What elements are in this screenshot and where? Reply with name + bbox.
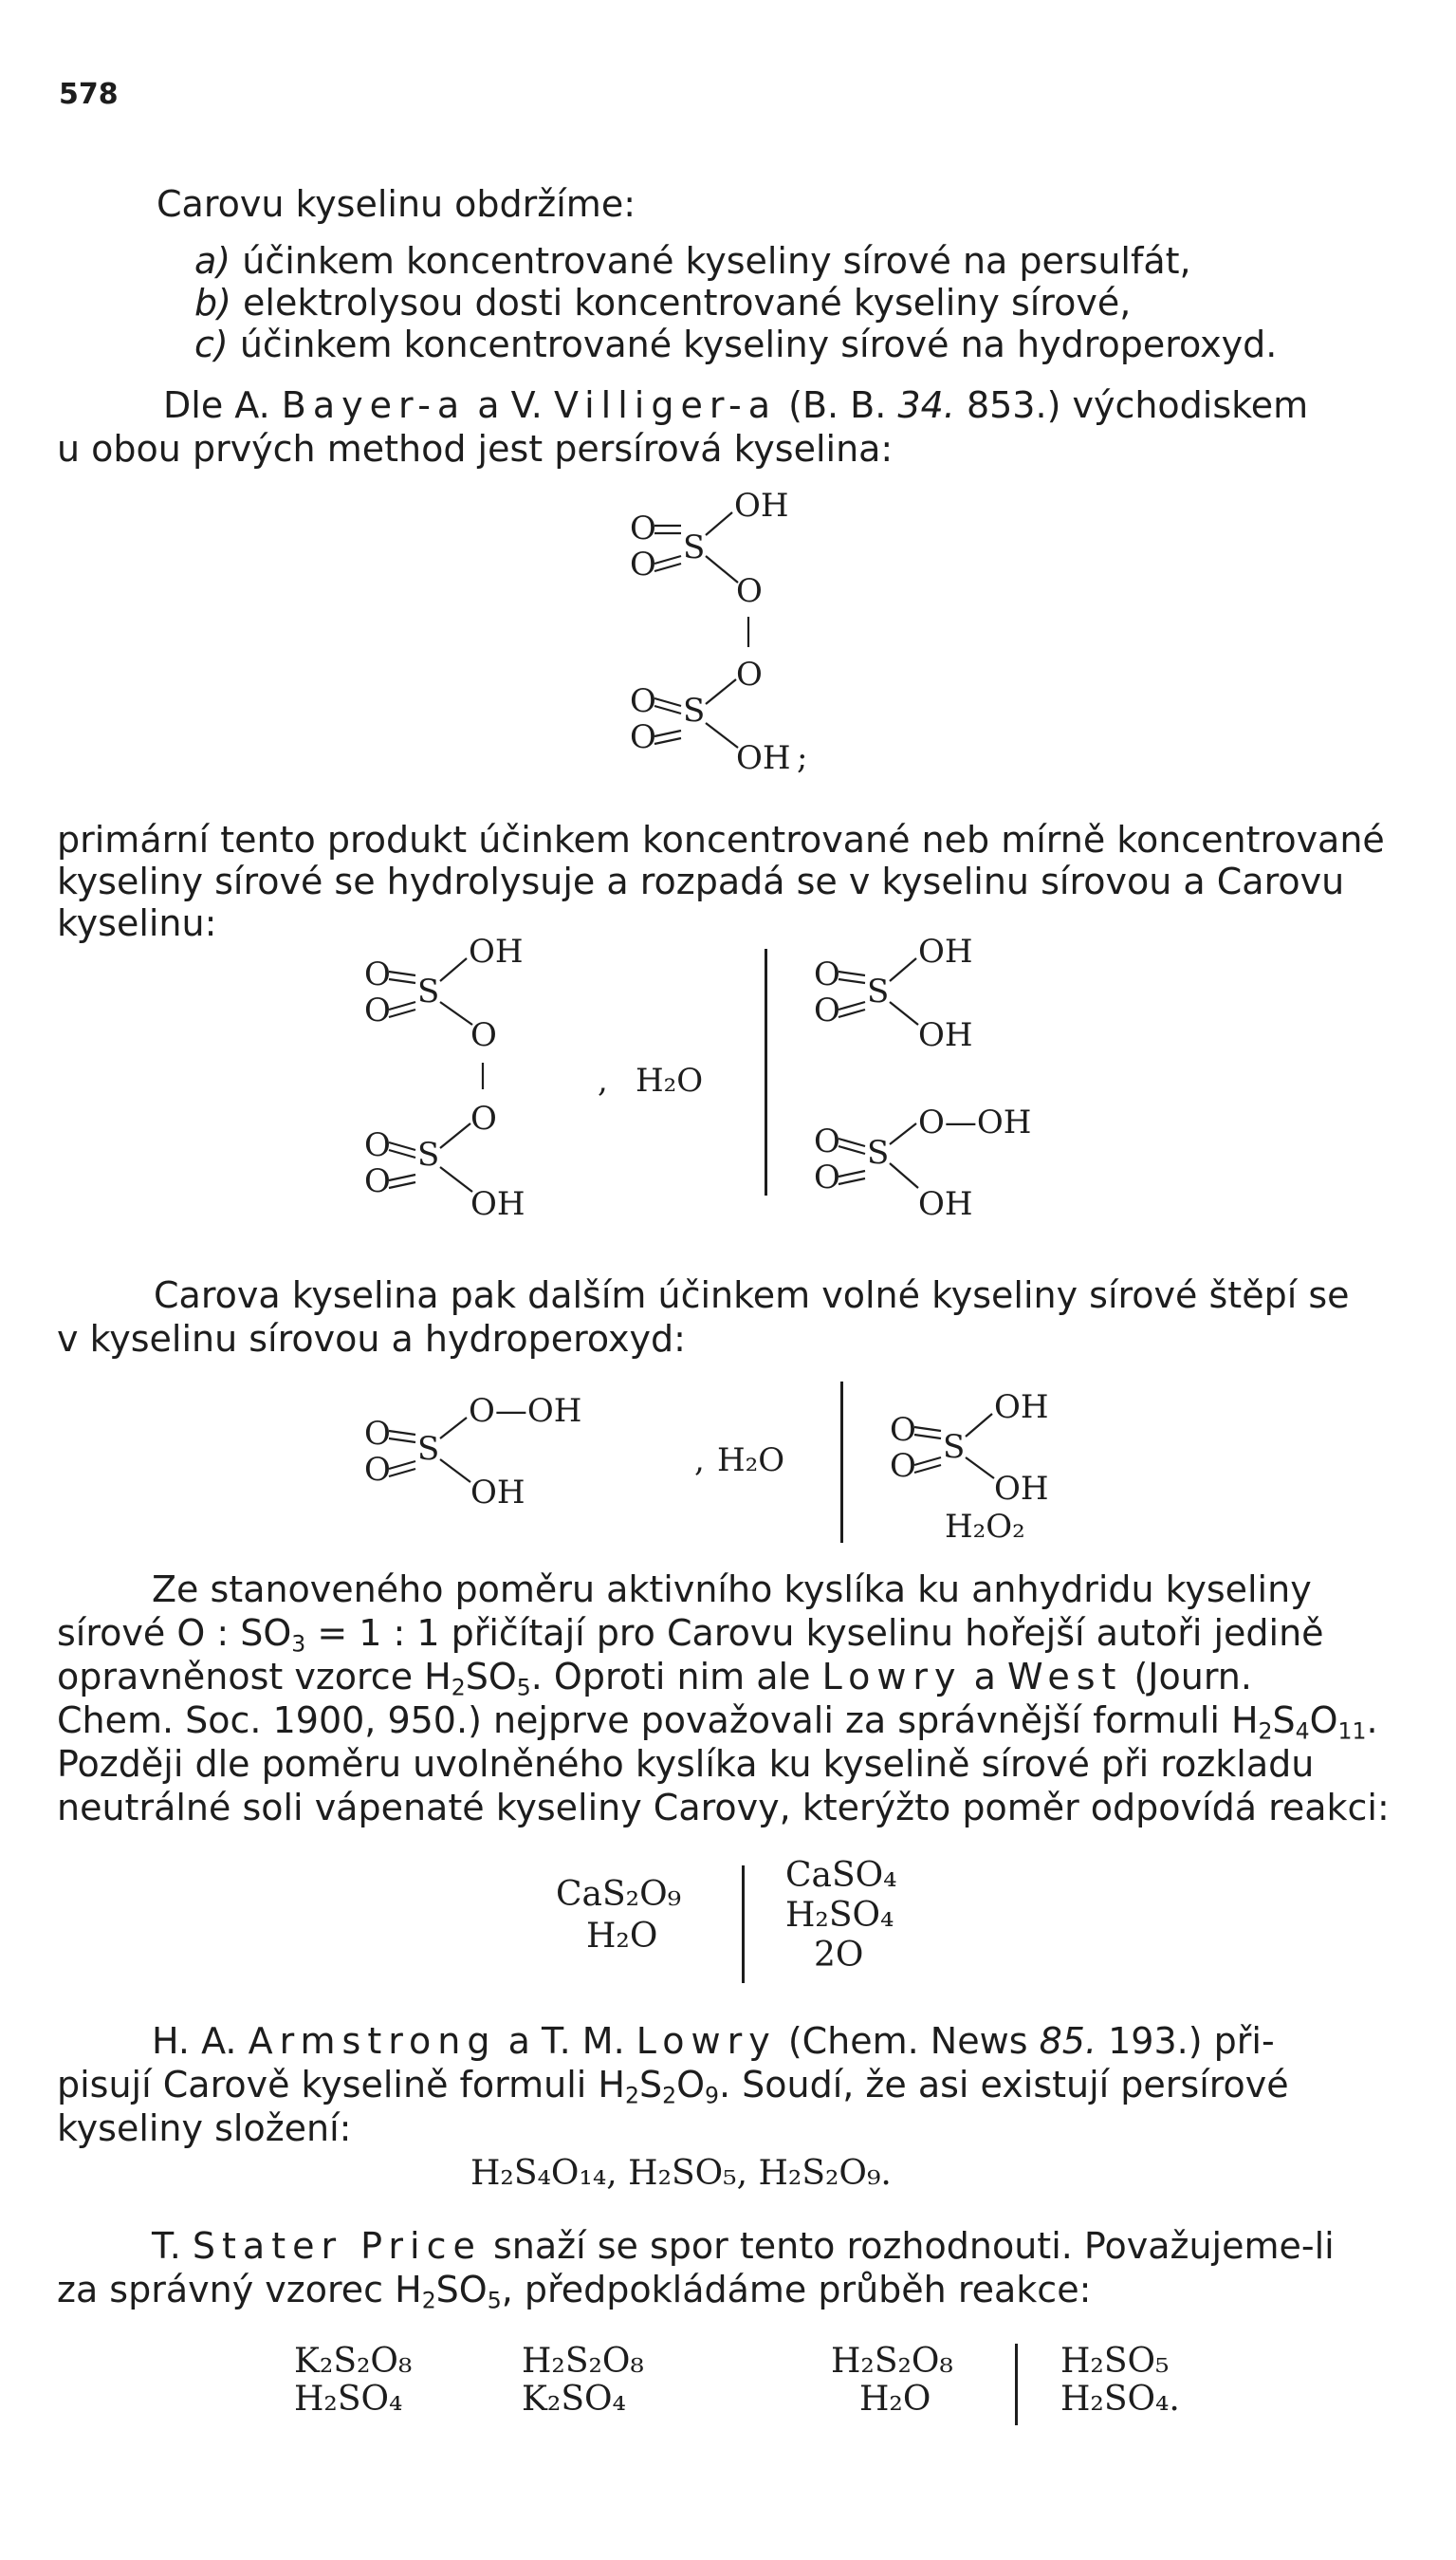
author-name: Bayer-a — [281, 384, 467, 426]
paragraph-1-line-2: u obou prvých method jest persírová kyselina: — [57, 428, 894, 470]
persulfuric-formulas: H₂S₄O₁₄, H₂SO₅, H₂S₂O₉. — [470, 2154, 892, 2193]
text-run: O — [676, 2064, 705, 2106]
volume-number: 85. — [1039, 2020, 1097, 2062]
paragraph-5-line-2 — [57, 2064, 1289, 2109]
paragraph-6-line-2 — [57, 2269, 1092, 2314]
atom-s: S — [417, 973, 440, 1011]
text-run: a V. — [477, 384, 543, 426]
text-run: S — [638, 2064, 663, 2106]
hydroperoxide-formula: H₂O₂ — [945, 1508, 1025, 1546]
punctuation: , — [598, 1062, 608, 1100]
subscript: 2 — [624, 2082, 639, 2109]
paragraph-4-line-6: neutrálné soli vápenaté kyseliny Carovy, kterýžto poměr odpovídá reakci: — [57, 1787, 1390, 1828]
subscript: 3 — [291, 1630, 306, 1658]
group-oh: OH — [470, 1185, 525, 1223]
water-formula: H₂O — [717, 1441, 785, 1479]
atom-s: S — [943, 1428, 966, 1466]
group-oh: OH — [918, 933, 973, 971]
structure-caro-acid — [360, 1376, 806, 1518]
text-run: . — [1366, 1699, 1378, 1741]
text-run: (Journ. — [1122, 1656, 1252, 1697]
subscript: 5 — [516, 1674, 531, 1701]
punctuation: , — [694, 1441, 705, 1479]
list-marker: b) — [194, 282, 231, 324]
atom-s: S — [417, 1136, 440, 1174]
atom-o: O — [814, 1122, 840, 1160]
group-oh: OH — [470, 1474, 525, 1512]
formula-h2so4: H₂SO₄. — [1060, 2380, 1180, 2419]
list-item-a — [194, 240, 1191, 282]
list-text: účinkem koncentrované kyseliny sírové na hydroperoxyd. — [239, 324, 1278, 365]
atom-o: O — [630, 718, 656, 756]
text-run: , předpokládáme průběh reakce: — [501, 2269, 1092, 2310]
atom-o: O — [814, 992, 840, 1030]
group-ooh: O—OH — [469, 1392, 582, 1430]
subscript: 2 — [1258, 1717, 1273, 1745]
formula-h2so4: H₂SO₄ — [294, 2380, 403, 2419]
author-name: West — [1006, 1656, 1123, 1697]
paragraph-4-line-5: Později dle poměru uvolněného kyslíka ku kyselině sírové při rozkladu — [57, 1743, 1315, 1785]
text-run: 193.) při- — [1108, 2020, 1275, 2062]
group-oh: OH — [918, 1016, 973, 1054]
atom-s: S — [417, 1430, 440, 1468]
atom-o: O — [364, 1415, 391, 1453]
author-name: Villiger-a — [553, 384, 778, 426]
atom-o: O — [890, 1447, 916, 1485]
text-run: opravněnost vzorce H — [57, 1656, 452, 1697]
atom-o: O — [364, 992, 391, 1030]
paragraph-4-line-3 — [57, 1656, 1252, 1701]
formula-cas2o9: CaS₂O₉ — [556, 1875, 682, 1914]
atom-s: S — [683, 692, 706, 730]
structure-persulfuric-acid-2 — [360, 933, 778, 1243]
list-item-c — [194, 324, 1278, 365]
atom-o: O — [364, 1451, 391, 1489]
reaction-separator — [742, 1865, 745, 1983]
atom-o: O — [814, 1159, 840, 1197]
text-run: = 1 : 1 přičítají pro Carovu kyselinu hořejší autoři jedině — [305, 1612, 1324, 1654]
atom-o: O — [630, 682, 656, 720]
text-run: O — [1309, 1699, 1338, 1741]
list-marker: c) — [194, 324, 229, 365]
atom-s: S — [867, 1134, 890, 1172]
atom-o: O — [736, 656, 763, 694]
paragraph-5-line-3: kyseliny složení: — [57, 2107, 352, 2149]
reaction-separator — [765, 949, 767, 1196]
list-text: elektrolysou dosti koncentrované kyseliny sírové, — [243, 282, 1132, 324]
atom-o: O — [364, 1126, 391, 1164]
text-run: SO — [435, 2269, 488, 2310]
subscript: 2 — [662, 2082, 677, 2109]
structure-products-1 — [814, 933, 1127, 1243]
paragraph-3-line-2: v kyselinu sírovou a hydroperoxyd: — [57, 1318, 686, 1360]
group-oh: OH — [469, 933, 524, 971]
paragraph-1-line-1 — [163, 384, 1309, 426]
atom-s: S — [683, 529, 706, 566]
text-run: SO — [465, 1656, 517, 1697]
paragraph-6-line-1 — [152, 2225, 1335, 2267]
paragraph-4-line-1: Ze stanoveného poměru aktivního kyslíka ku anhydridu kyseliny — [152, 1568, 1312, 1610]
text-run: . Soudí, že asi existují persírové — [718, 2064, 1289, 2106]
author-name: Lowry — [821, 1656, 963, 1697]
page-number: 578 — [59, 78, 119, 111]
atom-o: O — [364, 1162, 391, 1200]
water-formula: H₂O — [636, 1062, 704, 1100]
punctuation: ; — [797, 739, 808, 777]
group-oh: OH — [736, 739, 791, 777]
atom-o: O — [890, 1411, 916, 1449]
formula-h2o: H₂O — [859, 2380, 931, 2419]
formula-h2s2o8: H₂S₂O₈ — [831, 2342, 953, 2381]
reaction-separator — [840, 1382, 843, 1543]
atom-o: O — [364, 955, 391, 993]
group-oh: OH — [994, 1470, 1049, 1508]
group-oh: OH — [994, 1388, 1049, 1426]
subscript: 4 — [1295, 1717, 1310, 1745]
formula-h2so5: H₂SO₅ — [1060, 2342, 1170, 2381]
list-text: účinkem koncentrované kyseliny sírové na persulfát, — [242, 240, 1191, 282]
text-run: H. A. — [152, 2020, 237, 2062]
paragraph-2-line-1: primární tento produkt účinkem koncentrované neb mírně koncentrované — [57, 819, 1385, 861]
text-run: pisují Carově kyselině formuli H — [57, 2064, 625, 2106]
subscript: 2 — [451, 1674, 466, 1701]
formula-2o: 2O — [814, 1936, 864, 1975]
formula-caso4: CaSO₄ — [785, 1856, 897, 1895]
paragraph-2-line-2: kyseliny sírové se hydrolysuje a rozpadá se v kyselinu sírovou a Carovu — [57, 861, 1345, 902]
formula-k2so4: K₂SO₄ — [522, 2380, 626, 2419]
subscript: 5 — [487, 2287, 502, 2314]
subscript: 2 — [421, 2287, 436, 2314]
author-name: Lowry — [636, 2020, 777, 2062]
atom-o: O — [470, 1016, 497, 1054]
group-ooh: O—OH — [918, 1104, 1032, 1141]
structure-products-2 — [890, 1366, 1117, 1547]
paragraph-3-line-1: Carova kyselina pak dalším účinkem volné kyseliny sírové štěpí se — [154, 1274, 1350, 1316]
text-run: (Chem. News — [787, 2020, 1028, 2062]
atom-o: O — [470, 1100, 497, 1138]
atom-o: O — [630, 546, 656, 584]
atom-s: S — [867, 973, 890, 1011]
text-run: snaží se spor tento rozhodnouti. Považujeme-li — [492, 2225, 1335, 2267]
list-marker: a) — [194, 240, 231, 282]
author-name: Armstrong — [248, 2020, 497, 2062]
author-name: Stater Price — [192, 2225, 482, 2267]
volume-number: 34. — [897, 384, 955, 426]
atom-o: O — [630, 510, 656, 547]
structure-persulfuric-acid — [626, 487, 873, 788]
text-run: 853.) východiskem — [966, 384, 1309, 426]
subscript: 9 — [705, 2082, 719, 2109]
paragraph-4-line-2 — [57, 1612, 1324, 1658]
atom-o: O — [736, 572, 763, 610]
text-run: . Oproti nim ale — [530, 1656, 822, 1697]
text-run: Dle A. — [163, 384, 270, 426]
group-oh: OH — [734, 487, 789, 525]
paragraph-2-line-3: kyselinu: — [57, 902, 217, 944]
text-run: a — [962, 1656, 1007, 1697]
intro-line: Carovu kyselinu obdržíme: — [157, 183, 636, 225]
group-oh: OH — [918, 1185, 973, 1223]
subscript: 11 — [1337, 1717, 1367, 1745]
text-run: (B. B. — [788, 384, 887, 426]
formula-h2s2o8: H₂S₂O₈ — [522, 2342, 644, 2381]
atom-o: O — [814, 955, 840, 993]
text-run: za správný vzorec H — [57, 2269, 422, 2310]
text-run: Chem. Soc. 1900, 950.) nejprve považovali za správnější formuli H — [57, 1699, 1259, 1741]
text-run: S — [1272, 1699, 1296, 1741]
formula-h2so4: H₂SO₄ — [785, 1896, 894, 1935]
formula-h2o: H₂O — [586, 1917, 658, 1956]
text-run: sírové O : SO — [57, 1612, 292, 1654]
text-run: a T. M. — [507, 2020, 625, 2062]
text-run: T. — [152, 2225, 181, 2267]
reaction-separator — [1015, 2344, 1018, 2425]
paragraph-4-line-4 — [57, 1699, 1378, 1745]
list-item-b — [194, 282, 1132, 324]
formula-k2s2o8: K₂S₂O₈ — [294, 2342, 413, 2381]
paragraph-5-line-1 — [152, 2020, 1275, 2062]
